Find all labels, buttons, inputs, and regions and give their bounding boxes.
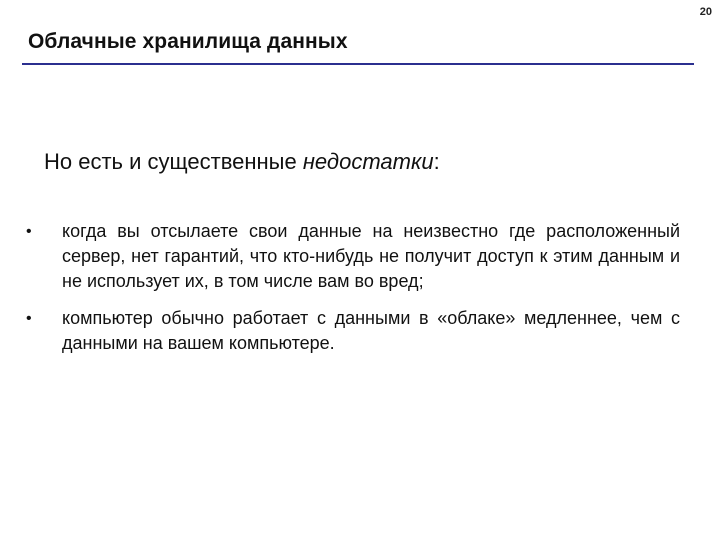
intro-text: Но есть и существенные [44, 149, 303, 174]
intro-line [44, 149, 440, 175]
slide-title: Облачные хранилища данных [28, 30, 348, 53]
bullet-item [26, 306, 680, 356]
intro-emphasis: недостатки [302, 149, 434, 174]
title-underline [22, 63, 694, 65]
bullet-text: компьютер обычно работает с данными в «облаке» медленнее, чем с данными на вашем компьютере. [62, 308, 680, 353]
intro-suffix: : [433, 149, 440, 174]
bullet-text: когда вы отсылаете свои данные на неизвестно где расположенный сервер, нет гарантий, что кто-нибудь не получит доступ к этим данным и не использует их, в том числе вам во вред; [62, 221, 680, 291]
bullet-dot-icon: • [26, 223, 32, 240]
bullet-item [26, 219, 680, 294]
bullet-dot-icon: • [26, 310, 32, 327]
page-number: 20 [699, 6, 712, 18]
bullet-list [26, 219, 680, 368]
